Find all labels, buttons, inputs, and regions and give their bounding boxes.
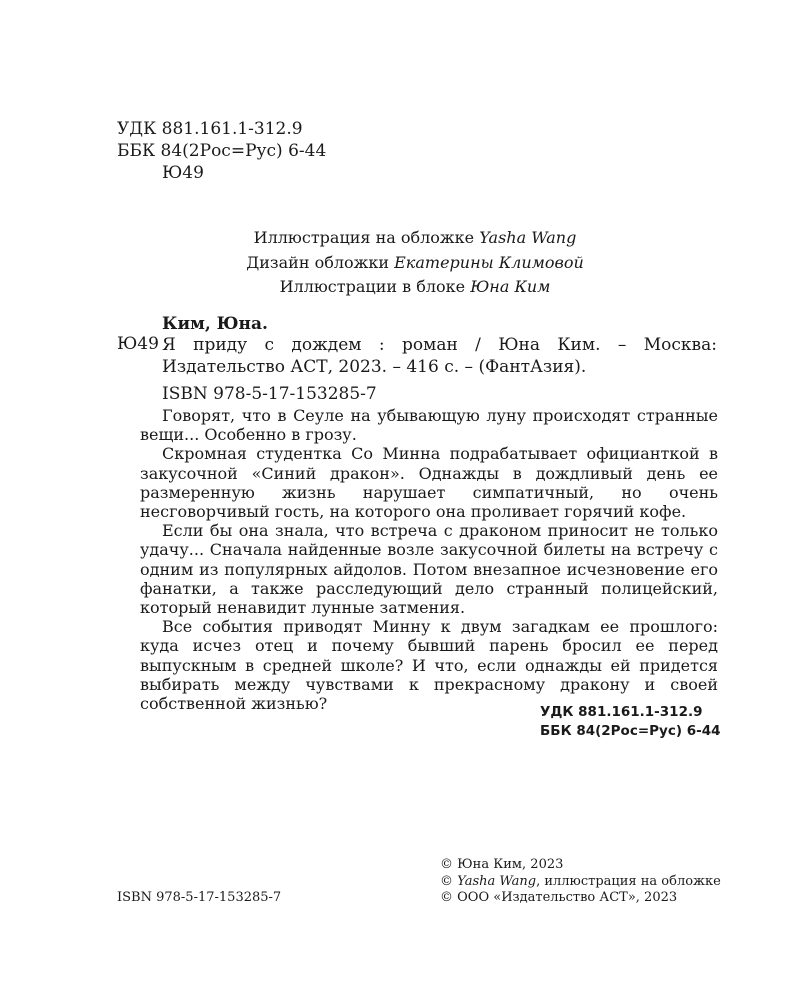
udk-code-footer: УДК 881.161.1-312.9 xyxy=(540,704,703,720)
classification-footer xyxy=(540,703,721,740)
credit-line: Иллюстрации в блоке Юна Ким xyxy=(279,277,551,296)
bbk-code-footer: ББК 84(2Рос=Рус) 6-44 xyxy=(540,722,721,739)
credit-line: Дизайн обложки Екатерины Климовой xyxy=(246,252,584,272)
udk-code: УДК 881.161.1-312.9 xyxy=(117,119,303,139)
copyright-line: © ООО «Издательство АСТ», 2023 xyxy=(440,890,678,905)
copyright-block xyxy=(440,857,721,907)
copyright-line: © Yasha Wang, иллюстрация на обложке xyxy=(440,873,721,889)
bibliographic-title: Я приду с дождем : роман / Юна Ким. – Москва: Издательство АСТ, 2023. – 416 с. – (ФантАзия). xyxy=(162,335,717,377)
author-heading: Ким, Юна. xyxy=(162,314,268,334)
annotation-paragraph: Говорят, что в Сеуле на убывающую луну происходят странные вещи... Особенно в грозу. xyxy=(140,406,718,445)
credits-block xyxy=(230,226,600,300)
author-code: Ю49 xyxy=(162,163,204,183)
copyright-line: © Юна Ким, 2023 xyxy=(440,857,564,872)
classification-block xyxy=(117,118,417,184)
annotation-paragraph: Скромная студентка Со Минна подрабатывает официанткой в закусочной «Синий дракон». Однажды в дождливый день ее размеренную жизнь нарушает симпатичный, но очень несговорчивый гость, на которого она проливает горячий кофе. xyxy=(140,444,718,522)
annotation xyxy=(140,406,718,713)
isbn-footer: ISBN 978-5-17-153285-7 xyxy=(117,890,282,905)
credit-line: Иллюстрация на обложке Yasha Wang xyxy=(253,228,577,247)
annotation-paragraph: Все события приводят Минну к двум загадкам ее прошлого: куда исчез отец и почему бывший парень бросил ее перед выпускным в средней школе? И что, если однажды ей придется выбирать между чувствами к прекрасному дракону и своей собственной жизнью? xyxy=(140,617,718,714)
annotation-paragraph: Если бы она знала, что встреча с драконом приносит не только удачу... Сначала найденные возле закусочной билеты на встречу с одним из популярных айдолов. Потом внезапное исчезновение его фанатки, а также расследующий дело странный полицейский, который ненавидит лунные затмения. xyxy=(140,521,718,618)
bbk-code: ББК 84(2Рос=Рус) 6-44 xyxy=(117,141,327,161)
record-author-code: Ю49 xyxy=(117,334,159,354)
isbn-record: ISBN 978-5-17-153285-7 xyxy=(162,384,377,404)
